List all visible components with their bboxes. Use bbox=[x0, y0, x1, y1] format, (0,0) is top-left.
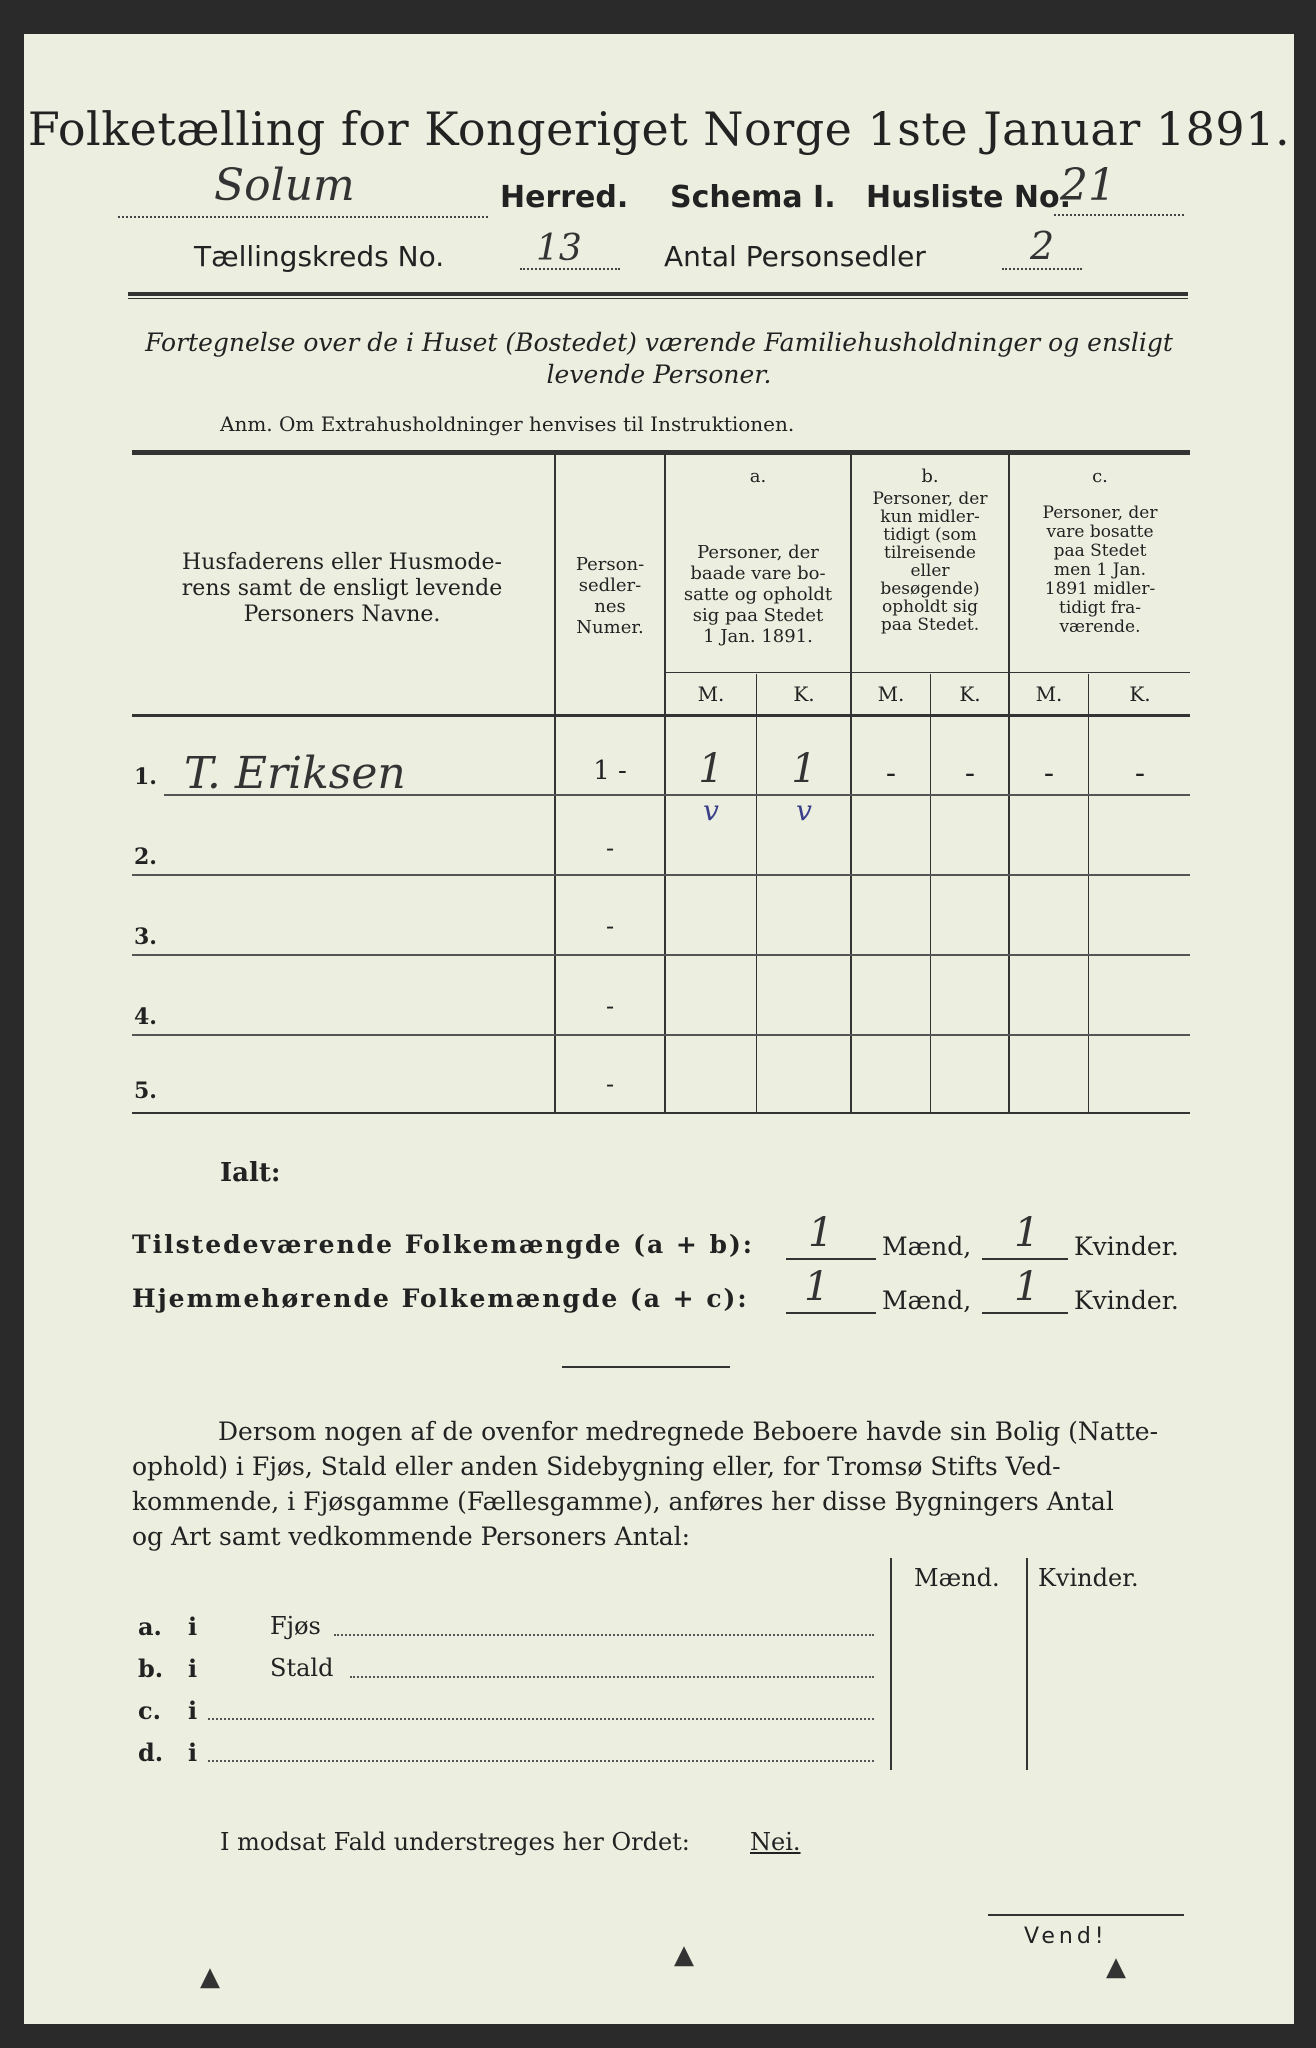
row-1-c-m[interactable]: - bbox=[1043, 756, 1055, 791]
buildings-divider-1 bbox=[890, 1558, 892, 1770]
mk-head-rule bbox=[666, 672, 1190, 673]
schema-label: Schema I. bbox=[670, 180, 836, 215]
hjemme-maend: Mænd, bbox=[882, 1286, 972, 1315]
table-bottom-rule bbox=[132, 1112, 1190, 1114]
modsat-text: I modsat Fald understreges her Ordet: bbox=[220, 1828, 690, 1856]
herred-value: Solum bbox=[214, 160, 355, 211]
vend-rule bbox=[988, 1914, 1184, 1916]
row-5-nr[interactable]: - bbox=[605, 1070, 615, 1098]
row-3-nr[interactable]: - bbox=[605, 912, 615, 940]
building-a-letter: a. bbox=[138, 1612, 162, 1641]
building-a-label: Fjøs bbox=[270, 1612, 321, 1640]
husliste-field[interactable] bbox=[1054, 214, 1184, 216]
tilstede-k-value: 1 bbox=[1014, 1210, 1040, 1256]
row-4-nr[interactable]: - bbox=[605, 992, 615, 1020]
building-a-i: i bbox=[188, 1612, 198, 1641]
table-head-rule bbox=[132, 714, 1190, 717]
col-head-a-letter: a. bbox=[749, 466, 767, 487]
col-c-k: K. bbox=[1129, 682, 1151, 706]
registration-mark-icon: ▲ bbox=[674, 1940, 694, 1970]
row-2-a-m[interactable]: v bbox=[703, 794, 719, 827]
row-1-a-k[interactable]: 1 bbox=[791, 746, 817, 792]
col-b-k: K. bbox=[959, 682, 981, 706]
hjemme-m-field[interactable] bbox=[786, 1284, 876, 1314]
row-line-4 bbox=[132, 1034, 1190, 1036]
row-1-b-m[interactable]: - bbox=[885, 756, 897, 791]
hjemme-m-value: 1 bbox=[804, 1264, 830, 1310]
building-c-letter: c. bbox=[138, 1696, 161, 1725]
row-1-b-k[interactable]: - bbox=[964, 756, 976, 791]
hjemme-kvinder: Kvinder. bbox=[1074, 1286, 1179, 1315]
anm-note: Anm. Om Extrahusholdninger henvises til Instruktionen. bbox=[220, 412, 795, 436]
registration-mark-icon: ▲ bbox=[1106, 1952, 1126, 1982]
col-head-b-letter: b. bbox=[921, 466, 939, 487]
form-title: Folketælling for Kongeriget Norge 1ste Januar 1891. bbox=[27, 102, 1291, 156]
table-top-rule bbox=[132, 450, 1190, 455]
row-line-3 bbox=[132, 954, 1190, 956]
row-5-number: 5. bbox=[134, 1078, 157, 1104]
building-b-i: i bbox=[188, 1654, 198, 1683]
building-a-field[interactable] bbox=[334, 1634, 874, 1636]
kreds-field[interactable] bbox=[520, 268, 620, 270]
header-rule-thin bbox=[128, 298, 1188, 299]
col-c-m: M. bbox=[1035, 682, 1063, 706]
census-form-page bbox=[24, 34, 1294, 2024]
row-2-number: 2. bbox=[134, 844, 157, 870]
building-d-letter: d. bbox=[138, 1738, 164, 1767]
herred-label: Herred. bbox=[500, 180, 629, 215]
row-1-name[interactable]: T. Eriksen bbox=[184, 748, 406, 799]
registration-mark-icon: ▲ bbox=[200, 1962, 220, 1992]
bolig-paragraph: Dersom nogen af de ovenfor medregnede Beboere havde sin Bolig (Natte- ophold) i Fjøs, Stald eller anden Sidebygning eller, for Tromsø Stifts Ved- kommende, i Fjøsgamme (Fællesgamme), anføres her disse Bygningers Antal og Art samt vedkommende Personers Antal: bbox=[132, 1417, 1159, 1551]
tilstede-maend: Mænd, bbox=[882, 1232, 972, 1261]
row-1-c-k[interactable]: - bbox=[1134, 756, 1146, 791]
col-a-k: K. bbox=[793, 682, 815, 706]
building-d-i: i bbox=[188, 1738, 198, 1767]
col-divider-c-mk bbox=[1088, 674, 1089, 1114]
header-rule bbox=[128, 292, 1188, 296]
col-head-b: Personer, der kun midler- tidigt (som tilreisende eller besøgende) opholdt sig paa Stedet. bbox=[872, 489, 988, 635]
col-a-m: M. bbox=[697, 682, 725, 706]
row-line-2 bbox=[132, 874, 1190, 876]
building-c-i: i bbox=[188, 1696, 198, 1725]
row-1-number: 1. bbox=[134, 764, 157, 790]
husliste-value: 21 bbox=[1060, 160, 1116, 211]
hjemme-k-value: 1 bbox=[1014, 1264, 1040, 1310]
buildings-maend-head: Mænd. bbox=[914, 1564, 1000, 1592]
col-head-c-letter: c. bbox=[1092, 466, 1108, 487]
hjemme-label: Hjemmehørende Folkemængde (a + c): bbox=[132, 1284, 749, 1313]
tilstede-label: Tilstedeværende Folkemængde (a + b): bbox=[132, 1230, 755, 1259]
building-b-letter: b. bbox=[138, 1654, 164, 1683]
intro-line-2: levende Personer. bbox=[546, 360, 772, 389]
col-divider-b-mk bbox=[930, 674, 931, 1114]
tilstede-m-value: 1 bbox=[808, 1210, 834, 1256]
section-divider bbox=[562, 1366, 730, 1368]
antal-field[interactable] bbox=[1002, 268, 1082, 270]
nei-word[interactable]: Nei. bbox=[750, 1828, 801, 1856]
buildings-divider-2 bbox=[1026, 1558, 1028, 1770]
building-c-field[interactable] bbox=[208, 1718, 874, 1720]
col-b-m: M. bbox=[877, 682, 905, 706]
col-head-num: Person- sedler- nes Numer. bbox=[575, 554, 645, 638]
col-head-a: Personer, der baade vare bo- satte og opholdt sig paa Stedet 1 Jan. 1891. bbox=[683, 542, 833, 647]
husliste-label: Husliste No. bbox=[866, 180, 1071, 215]
ialt-label: Ialt: bbox=[220, 1158, 281, 1188]
building-b-field[interactable] bbox=[350, 1676, 874, 1678]
tilstede-kvinder: Kvinder. bbox=[1074, 1232, 1179, 1261]
kreds-value: 13 bbox=[536, 228, 582, 269]
row-2-nr[interactable]: - bbox=[605, 834, 615, 862]
row-4-number: 4. bbox=[134, 1004, 157, 1030]
col-head-c: Personer, der vare bosatte paa Stedet men 1 Jan. 1891 midler- tidigt fra- værende. bbox=[1042, 503, 1158, 637]
antal-value: 2 bbox=[1030, 224, 1055, 268]
row-1-a-m[interactable]: 1 bbox=[698, 746, 724, 792]
row-3-number: 3. bbox=[134, 924, 157, 950]
building-d-field[interactable] bbox=[208, 1760, 874, 1762]
intro-line-1: Fortegnelse over de i Huset (Bostedet) værende Familiehusholdninger og ensligt bbox=[145, 328, 1173, 357]
kreds-label: Tællingskreds No. bbox=[194, 240, 445, 273]
col-divider-a-mk bbox=[756, 674, 757, 1114]
row-2-a-k[interactable]: v bbox=[796, 794, 812, 827]
antal-label: Antal Personsedler bbox=[664, 240, 926, 273]
vend-text: Vend! bbox=[1024, 1924, 1108, 1949]
row-1-nr[interactable]: 1 - bbox=[593, 756, 627, 786]
building-b-label: Stald bbox=[270, 1654, 334, 1682]
col-head-name: Husfaderens eller Husmode- rens samt de ensligt levende Personers Navne. bbox=[181, 550, 503, 627]
buildings-kvinder-head: Kvinder. bbox=[1038, 1564, 1139, 1592]
